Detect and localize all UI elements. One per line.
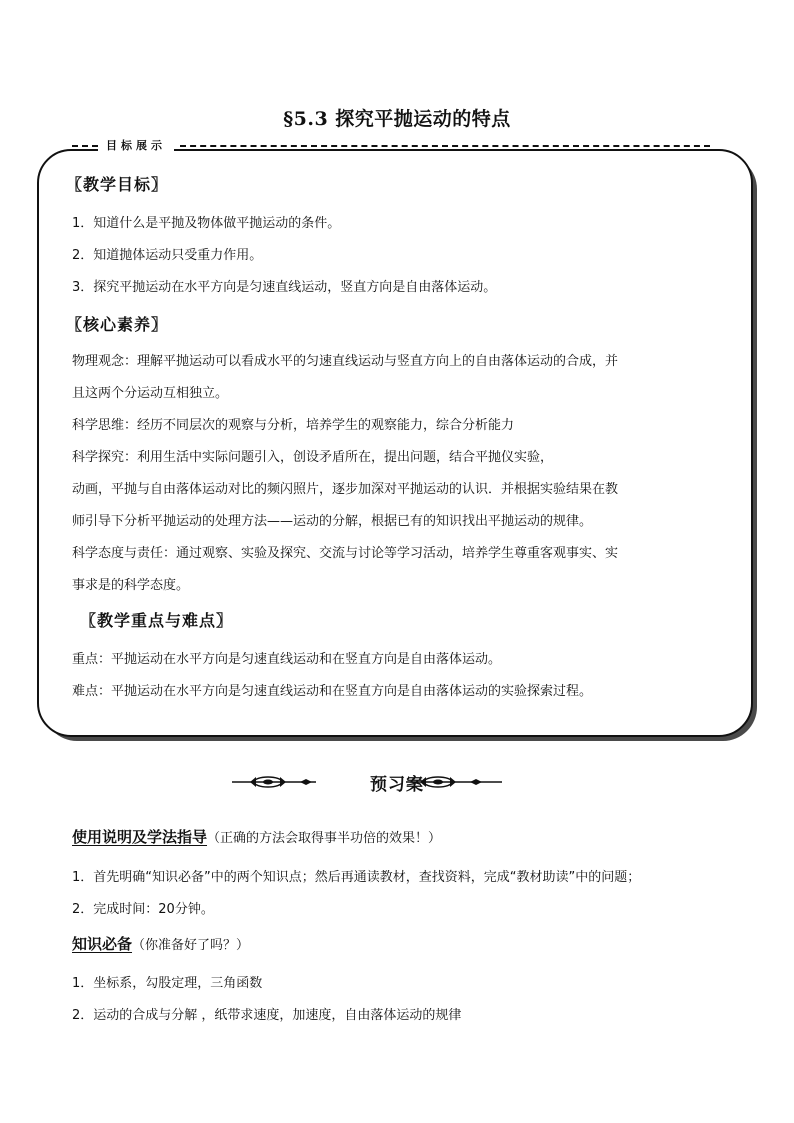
usage-item-1: 1．首先明确“知识必备”中的两个知识点；然后再通读教材，查找资料，完成“教材助读”中的问题； [72, 870, 641, 885]
usage-heading [72, 826, 441, 847]
usage-item-2: 2．完成时间：20分钟。 [72, 902, 214, 917]
knowledge-heading-note: （你准备好了吗？） [132, 938, 250, 953]
page-title: §5.3 探究平抛运动的特点 [283, 108, 511, 130]
core-literacy-line: 事求是的科学态度。 [72, 578, 190, 593]
core-literacy-heading: 〖核心素养〗 [66, 315, 169, 334]
core-literacy-line: 科学态度与责任：通过观察、实验及探究、交流与讨论等学习活动，培养学生尊重客观事实、实 [72, 546, 619, 561]
target-box-tag: 目标展示 [98, 137, 174, 153]
difficult-point-line: 难点：平抛运动在水平方向是匀速直线运动和在竖直方向是自由落体运动的实验探索过程。 [72, 684, 593, 699]
tag-line-left [72, 145, 98, 147]
core-literacy-line: 科学思维：经历不同层次的观察与分析，培养学生的观察能力，综合分析能力 [72, 418, 515, 433]
core-literacy-line: 师引导下分析平抛运动的处理方法——运动的分解，根据已有的知识找出平抛运动的规律。 [72, 514, 593, 529]
core-literacy-line: 物理观念：理解平抛运动可以看成水平的匀速直线运动与竖直方向上的自由落体运动的合成，并 [72, 354, 619, 369]
core-literacy-line: 科学探究：利用生活中实际问题引入，创设矛盾所在，提出问题，结合平抛仪实验， [72, 450, 554, 465]
knowledge-item-1: 1．坐标系，勾股定理，三角函数 [72, 976, 263, 991]
teaching-goal-2: 2．知道抛体运动只受重力作用。 [72, 248, 263, 263]
knowledge-item-2: 2．运动的合成与分解 ，纸带求速度，加速度，自由落体运动的规律 [72, 1008, 462, 1023]
core-literacy-line: 动画，平抛与自由落体运动对比的频闪照片，逐步加深对平抛运动的认识．并根据实验结果在教 [72, 482, 619, 497]
core-literacy-line: 且这两个分运动互相独立。 [72, 386, 229, 401]
teaching-goal-1: 1．知道什么是平抛及物体做平抛运动的条件。 [72, 216, 341, 231]
teaching-goals-heading: 〖教学目标〗 [66, 175, 169, 194]
knowledge-heading [72, 933, 249, 954]
knowledge-heading-text: 知识必备 [72, 935, 133, 953]
usage-heading-text: 使用说明及学法指导 [72, 828, 208, 846]
usage-heading-note: （正确的方法会取得事半功倍的效果！） [207, 831, 442, 846]
tag-line-right [180, 145, 710, 147]
key-points-heading: 〖教学重点与难点〗 [80, 611, 234, 630]
teaching-goal-3: 3．探究平抛运动在水平方向是匀速直线运动，竖直方向是自由落体运动。 [72, 280, 497, 295]
key-point-line: 重点：平抛运动在水平方向是匀速直线运动和在竖直方向是自由落体运动。 [72, 652, 502, 667]
preview-banner-title: 预习案 [370, 775, 424, 795]
